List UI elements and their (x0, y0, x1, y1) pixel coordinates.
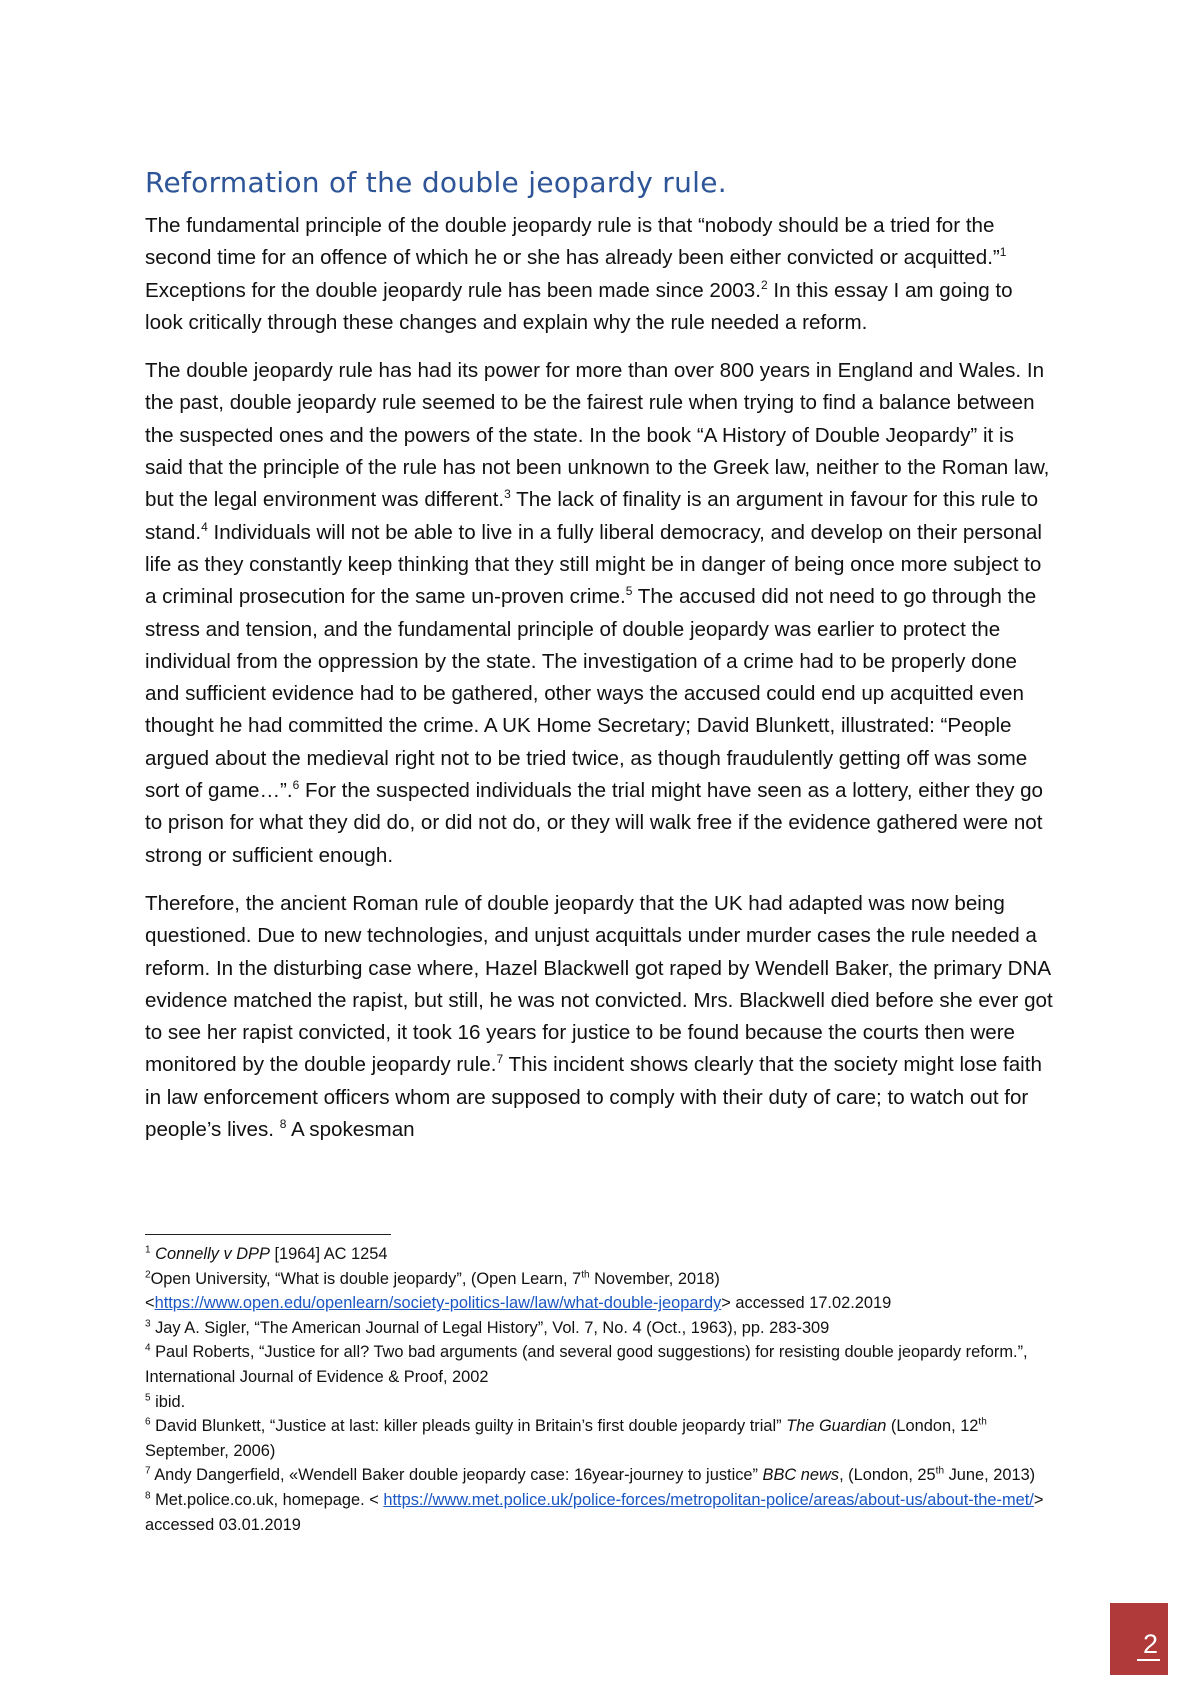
page-title: Reformation of the double jeopardy rule. (145, 166, 727, 199)
footnote-ref-8[interactable]: 8 (279, 1117, 287, 1132)
footnote-8: $^8$ Met.police.co.uk, homepage. < https://www.met.police.uk/police-forces/metropolitan-police/areas/about-us/about-the-met/> accessed 03.01.2019 (145, 1490, 1044, 1534)
footnote-ref-7[interactable]: 7 (496, 1052, 504, 1067)
footnote-6: $^6$ David Blunkett, “Justice at last: killer pleads guilty in Britain’s first double jeopardy trial” The Guardian (London, 12th September, 2006) (145, 1416, 987, 1460)
footnote-5: $^5$ ibid. (145, 1392, 186, 1411)
footnote-ref-6[interactable]: 6 (292, 778, 300, 793)
paragraph-3: Therefore, the ancient Roman rule of double jeopardy that the UK had adapted was now being questioned. Due to new technologies, and unjust acquittals under murder cases the rule needed a reform. In the disturbing case where, Hazel Blackwell got raped by Wendell Baker, the primary DNA evidence matched the rapist, but still, he was not convicted. Mrs. Blackwell died before she ever got to see her rapist convicted, it took 16 years for justice to be found because the courts then were monitored by the double jeopardy rule.$^7$ This incident shows clearly that the society might lose faith in law enforcement officers whom are supposed to comply with their duty of care; to watch out for people’s lives. $^8$ A spokesman (145, 891, 1053, 1142)
paragraph-2: The double jeopardy rule has had its power for more than over 800 years in England and Wales. In the past, double jeopardy rule seemed to be the fairest rule when trying to find a balance between the suspected ones and the powers of the state. In the book “A History of Double Jeopardy” it is said that the principle of the rule has not been unknown to the Greek law, neither to the Roman law, but the legal environment was different.$^3$ The lack of finality is an argument in favour for this rule to stand.$^4$ Individuals will not be able to live in a fully liberal democracy, and develop on their personal life as they constantly keep thinking that they still might be in danger of being once more subject to a criminal prosecution for the same un-proven crime.$^5$ The accused did not need to go through the stress and tension, and the fundamental principle of double jeopardy was earlier to protect the individual from the oppression by the state. The investigation of a crime had to be properly done and sufficient evidence had to be gathered, other ways the accused could end up acquitted even thought he had committed the crime. A UK Home Secretary; David Blunkett, illustrated: “People argued about the medieval right not to be tried twice, as though fraudulently getting off was some sort of game…”.$^6$ For the suspected individuals the trial might have seen as a lottery, either they go to prison for what they did do, or did not do, or they will walk free if the evidence gathered were not strong or sufficient enough. (145, 359, 1050, 867)
footnote-ref-5[interactable]: 5 (625, 584, 633, 599)
footnote-ref-4[interactable]: 4 (201, 519, 208, 534)
footnote-8-link[interactable]: https://www.met.police.uk/police-forces/metropolitan-police/areas/about-us/about-the-met/ (383, 1490, 1034, 1509)
footnote-ref-1[interactable]: 1 (999, 245, 1007, 260)
footnote-ref-2[interactable]: 2 (760, 277, 768, 292)
footnote-ref-3[interactable]: 3 (504, 487, 511, 502)
footnote-divider (145, 1234, 391, 1235)
page-number-badge (1110, 1603, 1168, 1675)
page-number: 2 (1137, 1629, 1160, 1661)
footnote-3: $^3$ Jay A. Sigler, “The American Journal of Legal History”, Vol. 7, No. 4 (Oct., 1963), pp. 283-309 (145, 1318, 830, 1337)
footnote-2: $^2$Open University, “What is double jeopardy”, (Open Learn, 7th November, 2018) <https://www.open.edu/openlearn/society-politics-law/law/what-double-jeopardy> accessed 17.02.2019 (145, 1269, 892, 1313)
footnotes (145, 1242, 1075, 1537)
footnote-4: $^4$ Paul Roberts, “Justice for all? Two bad arguments (and several good suggestions) for resisting double jeopardy reform.”, International Journal of Evidence & Proof, 2002 (145, 1342, 1028, 1386)
paragraph-1: The fundamental principle of the double jeopardy rule is that “nobody should be a tried for the second time for an offence of which he or she has already been either convicted or acquitted.”$^1$ Exceptions for the double jeopardy rule has been made since 2003.$^2$ In this essay I am going to look critically through these changes and explain why the rule needed a reform. (145, 214, 1013, 334)
footnote-1: $^1$ Connelly v DPP [1964] AC 1254 (145, 1244, 388, 1263)
essay-body (145, 210, 1055, 1162)
footnote-7: $^7$ Andy Dangerfield, «Wendell Baker double jeopardy case: 16year-journey to justice” BBC news, (London, 25th June, 2013) (145, 1465, 1036, 1485)
footnote-2-link[interactable]: https://www.open.edu/openlearn/society-politics-law/law/what-double-jeopardy (154, 1294, 722, 1313)
